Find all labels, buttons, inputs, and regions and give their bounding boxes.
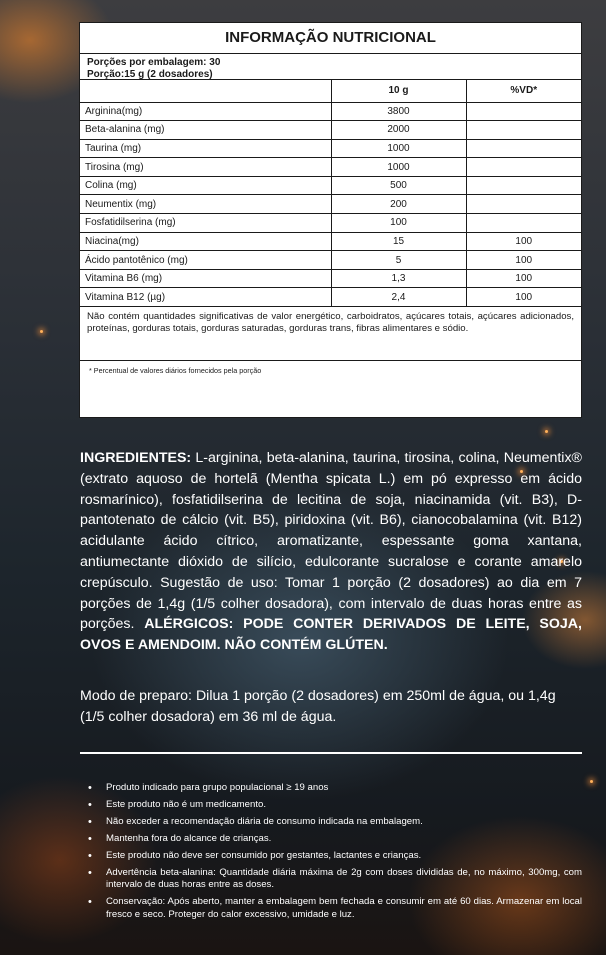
serving-size: Porção:15 g (2 dosadores) [87,69,213,80]
list-item: • Advertência beta-alanina: Quantidade diária máxima de 2g com doses divididas de, no máximo, 300mg, com intervalo de duas horas entre as doses. [106,867,582,892]
ember-spark [545,430,548,433]
nutrient-value: 100 [331,214,466,233]
header-daily-value: %VD* [466,80,581,102]
nutrition-facts-panel [79,22,582,418]
nutrient-name: Colina (mg) [80,176,331,195]
ember-spark [590,780,593,783]
nutrient-daily-value: 100 [466,269,581,288]
nutrient-value: 1,3 [331,269,466,288]
nutrient-daily-value [466,214,581,233]
nutrient-name: Beta-alanina (mg) [80,121,331,140]
table-row [80,232,581,251]
table-row [80,251,581,270]
nutrient-value: 1000 [331,139,466,158]
nutrient-daily-value [466,158,581,177]
header-amount: 10 g [331,80,466,102]
nutrient-daily-value [466,139,581,158]
ingredients-paragraph [80,448,582,656]
nutrient-daily-value: 100 [466,288,581,307]
nutrient-name: Ácido pantotênico (mg) [80,251,331,270]
list-item: • Mantenha fora do alcance de crianças. [106,833,582,845]
table-row [80,269,581,288]
list-item: • Produto indicado para grupo populacional ≥ 19 anos [106,782,582,794]
table-row [80,214,581,233]
nutrient-value: 5 [331,251,466,270]
serving-info [80,54,581,80]
header-nutrient [80,80,331,102]
nutrient-daily-value: 100 [466,251,581,270]
nutrient-name: Fosfatidilserina (mg) [80,214,331,233]
table-row [80,158,581,177]
table-row [80,288,581,307]
table-header-row [80,80,581,102]
nutrient-value: 500 [331,176,466,195]
nutrient-daily-value [466,195,581,214]
list-item: • Este produto não é um medicamento. [106,799,582,811]
divider [80,752,582,754]
nutrient-name: Vitamina B12 (µg) [80,288,331,307]
nutrient-value: 15 [331,232,466,251]
nutrient-name: Taurina (mg) [80,139,331,158]
preparation-instructions: Modo de preparo: Dilua 1 porção (2 dosadores) em 250ml de água, ou 1,4g (1/5 colher dosadora) em 36 ml de água. [80,688,556,725]
ingredients-label: INGREDIENTES: [80,450,192,466]
nutrient-daily-value: 100 [466,232,581,251]
ember-spark [40,330,43,333]
table-row [80,195,581,214]
nutrition-note: Não contém quantidades significativas de valor energético, carboidratos, açúcares totais, açúcares adicionados, proteínas, gorduras totais, gorduras saturadas, gorduras trans, fibras alimentares e sódio. [80,307,581,361]
table-row [80,139,581,158]
nutrient-name: Arginina(mg) [80,102,331,121]
nutrient-daily-value [466,121,581,140]
daily-value-footnote: * Percentual de valores diários fornecidos pela porção [89,366,262,376]
ingredients-text: L-arginina, beta-alanina, taurina, tirosina, colina, Neumentix® (extrato aquoso de hortelã (Mentha spicata L.) em pó expresso em ácido rosmarínico), fosfatidilserina de lecitina de soja, niacinamida (vit. B3), D-pantotenato de cálcio (vit. B5), piridoxina (vit. B6), cianocobalamina (vit. B12) acidulante ácido cítrico, aromatizante, espessante goma xantana, antiumectante dióxido de silício, edulcorante sucralose e corante amarelo crepúsculo. Sugestão de uso: Tomar 1 porção (2 dosadores) ao dia em 7 porções de 1,4g (1/5 colher dosadora), com intervalo de duas horas entre as porções. [80,450,582,633]
nutrient-value: 3800 [331,102,466,121]
nutrient-value: 2000 [331,121,466,140]
nutrient-name: Vitamina B6 (mg) [80,269,331,288]
nutrient-name: Neumentix (mg) [80,195,331,214]
table-row [80,176,581,195]
list-item: • Este produto não deve ser consumido por gestantes, lactantes e crianças. [106,850,582,862]
nutrient-value: 2,4 [331,288,466,307]
table-row [80,102,581,121]
list-item: • Conservação: Após aberto, manter a embalagem bem fechada e consumir em até 60 dias. Armazenar em local fresco e seco. Proteger do calor excessivo, umidade e luz. [106,896,582,921]
nutrition-table [80,80,581,307]
nutrient-name: Tirosina (mg) [80,158,331,177]
table-row [80,121,581,140]
nutrient-daily-value [466,102,581,121]
nutrient-daily-value [466,176,581,195]
allergens-warning: ALÉRGICOS: PODE CONTER DERIVADOS DE LEITE, SOJA, OVOS E AMENDOIM. NÃO CONTÉM GLÚTEN. [80,616,582,654]
nutrient-name: Niacina(mg) [80,232,331,251]
nutrient-value: 1000 [331,158,466,177]
list-item: • Não exceder a recomendação diária de consumo indicada na embalagem. [106,816,582,828]
nutrient-value: 200 [331,195,466,214]
warnings-list [80,782,582,926]
panel-title: INFORMAÇÃO NUTRICIONAL [80,23,581,54]
servings-per-package: Porções por embalagem: 30 [87,57,221,68]
